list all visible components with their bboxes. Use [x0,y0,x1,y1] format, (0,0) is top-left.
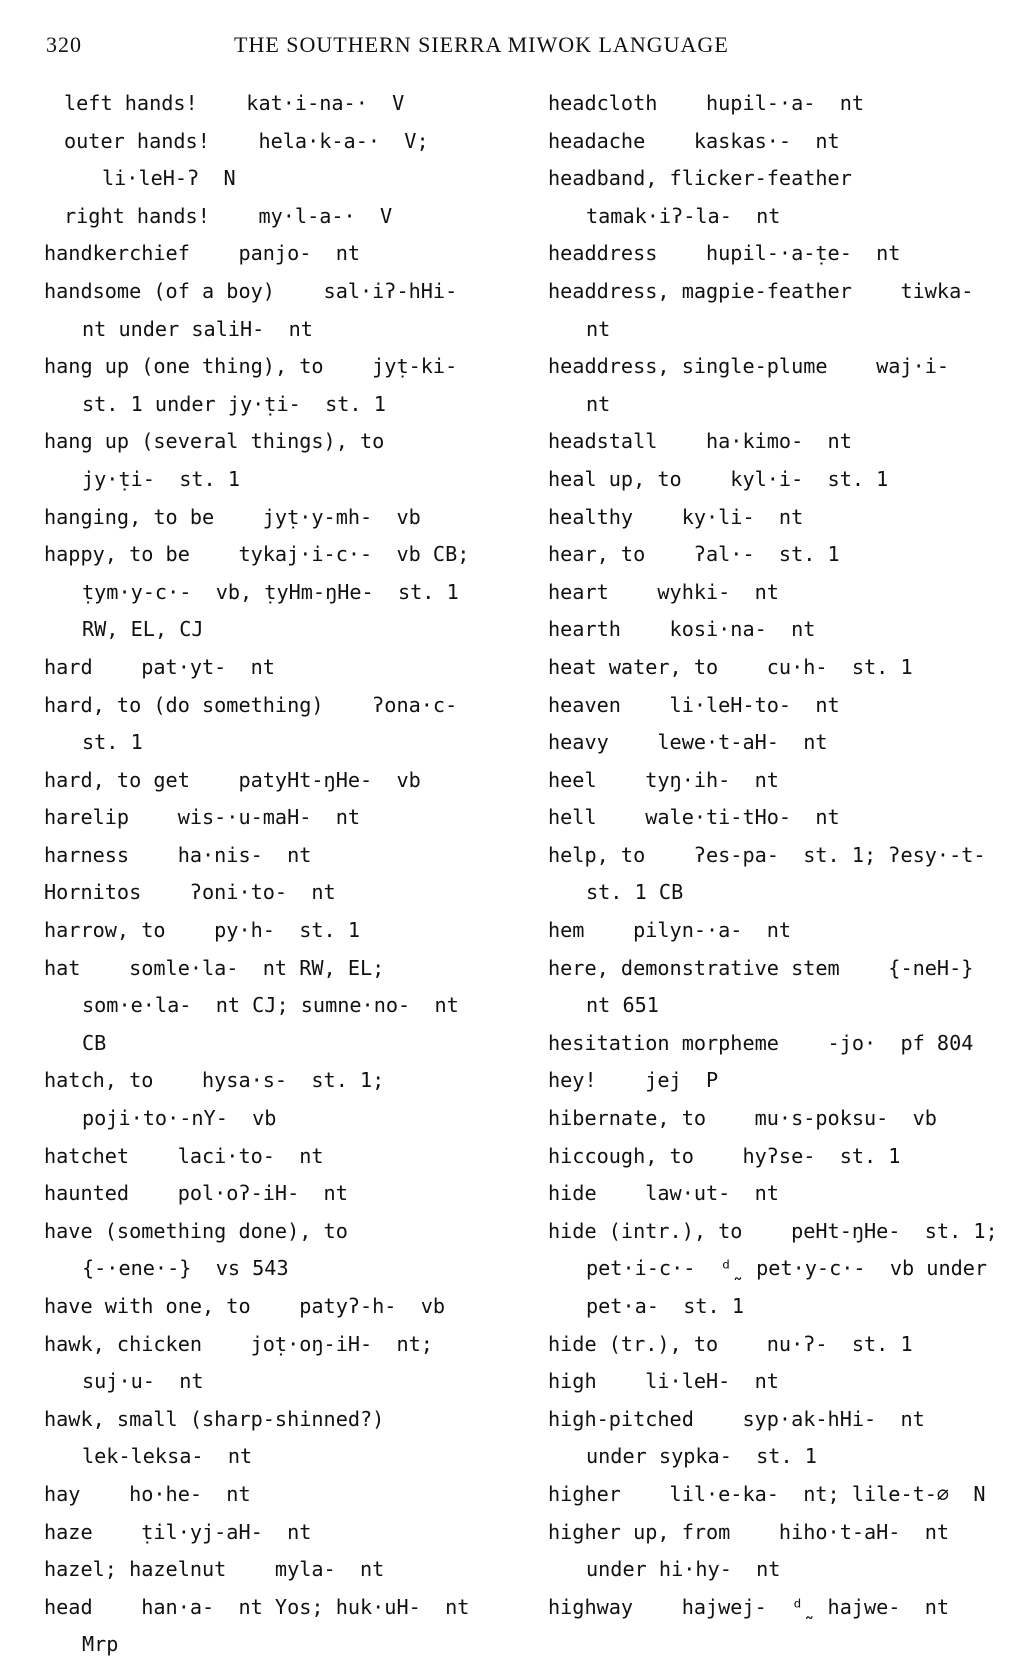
right-column [548,85,1018,1626]
dictionary-entry [44,273,522,348]
dictionary-entry [548,85,1018,123]
entry-continuation: som·e·la- nt CJ; sumne·no- nt [82,993,459,1018]
dictionary-entry [548,1326,1018,1364]
entry-headline: have with one, to patyʔ-h- vb [44,1294,446,1318]
dictionary-entry [44,123,522,198]
page-header [46,32,1006,62]
entry-headline: haze ṭil·yj-aH- nt [44,1519,312,1544]
entry-headline: headband, flicker-feather [548,166,852,191]
dictionary-entry [44,687,522,762]
entry-headline: hibernate, to mu·s-poksu- vb [548,1106,937,1131]
entry-continuation: jy·ṭi- st. 1 [82,466,241,491]
entry-headline: hear, to ʔal·- st. 1 [548,542,840,567]
entry-headline: right hands! my·l-a-· V [64,203,393,228]
dictionary-entry [44,1062,522,1137]
entry-headline: heat water, to cu·h- st. 1 [548,654,913,679]
entry-headline: hatchet laci·to- nt [44,1143,324,1168]
entry-headline: harelip wis-·u-maH- nt [44,805,361,830]
dictionary-entry [44,1514,522,1552]
entry-headline: hard, to (do something) ʔona·c- [44,692,458,717]
dictionary-entry [44,235,522,273]
entry-headline: headdress hupil-·a-ṭe- nt [548,241,901,266]
entry-continuation: under sypka- st. 1 [586,1444,817,1469]
entry-headline: hide law·ut- nt [548,1181,779,1206]
dictionary-entry [548,499,1018,537]
dictionary-entry [44,1551,522,1589]
dictionary-entry [44,536,522,649]
dictionary-entry [44,1138,522,1176]
dictionary-entry [548,423,1018,461]
entry-headline: happy, to be tykaj·i-c·- vb CB; [44,542,470,567]
entry-headline: highway hajwej- ᵈ̰ hajwe- nt [548,1594,950,1619]
entry-headline: handsome (of a boy) sal·iʔ-hHi- [44,278,458,303]
entry-headline: hell wale·ti-tHo- nt [548,805,840,830]
entry-headline: hide (tr.), to nu·ʔ- st. 1 [548,1331,913,1356]
entry-continuation: CB [82,1030,107,1055]
entry-headline: hesitation morpheme -jo· pf 804 [548,1030,974,1055]
entry-headline: headache kaskas·- nt [548,128,840,153]
dictionary-entry [548,1025,1018,1063]
entry-headline: hang up (one thing), to jyṭ-ki- [44,354,458,379]
dictionary-entry [548,912,1018,950]
entry-headline: help, to ʔes-pa- st. 1; ʔesy·-t- [548,842,986,867]
dictionary-entry [44,912,522,950]
dictionary-entry [548,799,1018,837]
dictionary-entry [44,762,522,800]
dictionary-entry [548,950,1018,1025]
dictionary-entry [548,123,1018,161]
entry-headline: hay ho·he- nt [44,1481,251,1506]
entry-headline: hey! jej P [548,1068,719,1093]
entry-headline: here, demonstrative stem {-neH-} [548,955,974,980]
dictionary-entry [548,536,1018,574]
entry-headline: left hands! kat·i-na-· V [64,91,405,115]
entry-continuation: nt 651 [586,993,659,1018]
entry-headline: outer hands! hela·k-a-· V; [64,128,429,153]
entry-headline: hang up (several things), to [44,429,385,454]
dictionary-entry [44,198,522,236]
entry-headline: headcloth hupil-·a- nt [548,91,865,115]
dictionary-entry [548,762,1018,800]
dictionary-entry [548,1476,1018,1514]
dictionary-entry [548,1589,1018,1627]
dictionary-entry [44,1401,522,1476]
entry-continuation: lek-leksa- nt [82,1444,253,1469]
dictionary-entry [44,1175,522,1213]
dictionary-entry [548,1175,1018,1213]
entry-headline: harness ha·nis- nt [44,842,312,867]
entry-continuation: Mrp [82,1632,119,1657]
entry-headline: handkerchief panjo- nt [44,241,361,266]
dictionary-entry [548,1100,1018,1138]
entry-headline: headdress, single-plume waj·i- [548,354,950,379]
entry-continuation: suj·u- nt [82,1369,204,1394]
entry-headline: heart wyhki- nt [548,579,779,604]
entry-headline: heal up, to kyl·i- st. 1 [548,466,889,491]
entry-headline: headdress, magpie-feather tiwka- [548,278,974,303]
dictionary-entry [44,799,522,837]
dictionary-entry [44,950,522,1063]
dictionary-entry [548,649,1018,687]
entry-headline: heavy lewe·t-aH- nt [548,730,828,755]
entry-headline: hearth kosi·na- nt [548,617,816,642]
dictionary-entry [548,1213,1018,1326]
entry-headline: hiccough, to hyʔse- st. 1 [548,1143,901,1168]
entry-headline: have (something done), to [44,1218,348,1243]
entry-continuation: li·leH-ʔ N [102,166,236,191]
entry-continuation: pet·a- st. 1 [586,1294,745,1318]
dictionary-entry [548,574,1018,612]
entry-continuation: tamak·iʔ-la- nt [586,203,781,228]
entry-headline: higher lil·e-ka- nt; lile-t-∅ N [548,1481,986,1506]
entry-headline: hard pat·yt- nt [44,654,275,679]
dictionary-entry [548,1401,1018,1476]
dictionary-entry [548,611,1018,649]
entry-continuation: RW, EL, CJ [82,617,204,642]
dictionary-entry [548,1514,1018,1589]
entry-headline: hide (intr.), to peHt-ŋHe- st. 1; [548,1218,998,1243]
entry-headline: head han·a- nt Yos; huk·uH- nt [44,1594,470,1619]
entry-headline: hawk, small (sharp-shinned?) [44,1406,385,1431]
dictionary-entry [44,423,522,498]
entry-headline: heel tyŋ·ih- nt [548,767,779,792]
page-number: 320 [46,32,82,57]
entry-headline: hat somle·la- nt RW, EL; [44,955,385,980]
left-column [44,85,522,1664]
dictionary-entry [548,724,1018,762]
entry-headline: hem pilyn-·a- nt [548,918,792,943]
dictionary-entry [548,1062,1018,1100]
dictionary-entry [44,1326,522,1401]
dictionary-entry [44,348,522,423]
dictionary-entry [548,235,1018,273]
entry-continuation: st. 1 under jy·ṭi- st. 1 [82,391,386,416]
entry-headline: healthy ky·li- nt [548,504,804,529]
dictionary-entry [548,348,1018,423]
dictionary-entry [548,160,1018,235]
dictionary-entry [44,649,522,687]
entry-headline: headstall ha·kimo- nt [548,429,852,454]
running-title: THE SOUTHERN SIERRA MIWOK LANGUAGE [234,32,729,57]
dictionary-entry [548,687,1018,725]
entry-continuation: under hi·hy- nt [586,1557,781,1582]
entry-continuation: st. 1 [82,730,143,755]
dictionary-entry [44,1589,522,1664]
entry-headline: hard, to get patyHt-ŋHe- vb [44,767,421,792]
entry-continuation: nt [586,316,611,341]
dictionary-entry [548,837,1018,912]
dictionary-entry [548,1138,1018,1176]
entry-headline: high li·leH- nt [548,1369,779,1394]
entry-headline: haunted pol·oʔ-iH- nt [44,1181,348,1206]
entry-continuation: pet·i-c·- ᵈ̰ pet·y-c·- vb under [586,1256,988,1281]
entry-continuation: {-·ene·-} vs 543 [82,1256,289,1281]
entry-headline: high-pitched syp·ak-hHi- nt [548,1406,925,1431]
entry-headline: higher up, from hiho·t-aH- nt [548,1519,950,1544]
entry-continuation: nt [586,391,611,416]
dictionary-entry [44,499,522,537]
entry-headline: harrow, to py·h- st. 1 [44,918,361,943]
entry-continuation: poji·to·-nY- vb [82,1106,277,1131]
dictionary-entry [44,1476,522,1514]
entry-continuation: nt under saliH- nt [82,316,313,341]
entry-headline: hatch, to hysa·s- st. 1; [44,1068,385,1093]
dictionary-entry [44,1213,522,1288]
entry-continuation: ṭym·y-c·- vb, ṭyHm-ŋHe- st. 1 [82,579,459,604]
dictionary-entry [44,1288,522,1326]
entry-headline: hanging, to be jyṭ·y-mh- vb [44,504,421,529]
dictionary-entry [44,85,522,123]
dictionary-entry [44,837,522,875]
dictionary-entry [548,1363,1018,1401]
entry-headline: hazel; hazelnut myla- nt [44,1557,385,1582]
dictionary-entry [548,273,1018,348]
entry-headline: Hornitos ʔoni·to- nt [44,880,336,905]
dictionary-entry [548,461,1018,499]
entry-continuation: st. 1 CB [586,880,684,905]
dictionary-entry [44,874,522,912]
entry-headline: heaven li·leH-to- nt [548,692,840,717]
entry-headline: hawk, chicken joṭ·oŋ-iH- nt; [44,1331,433,1356]
